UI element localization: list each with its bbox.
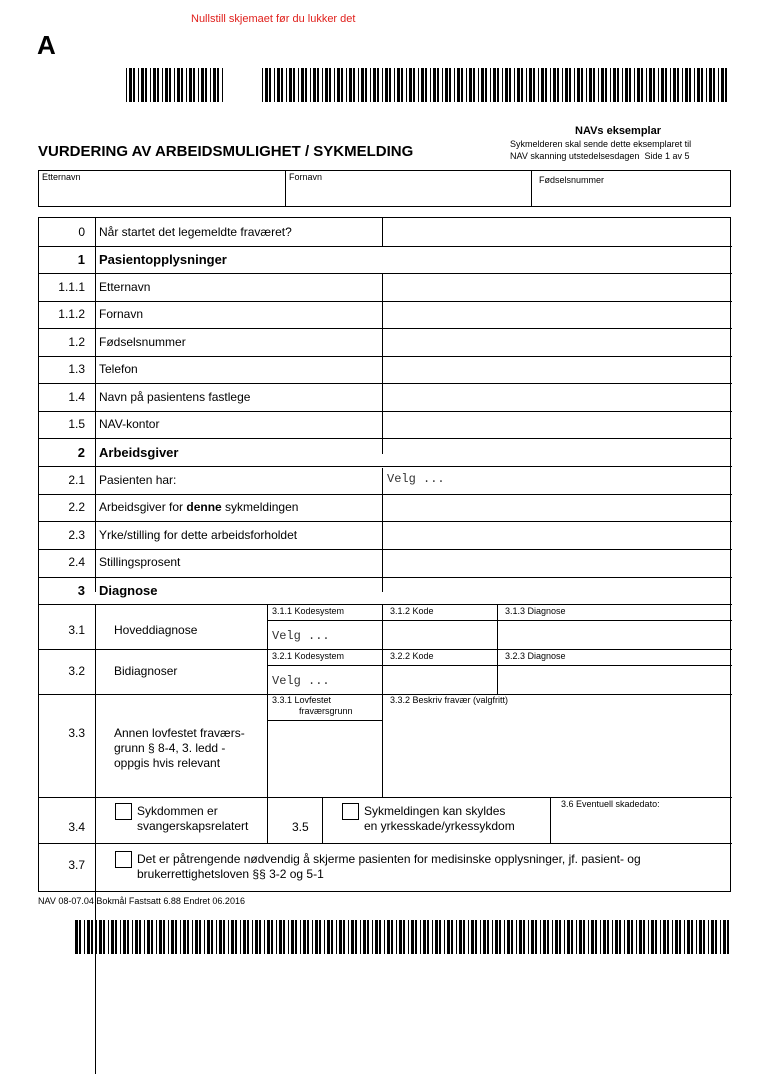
- employer-type-label: Pasienten har:: [99, 473, 177, 487]
- shield-patient-checkbox[interactable]: [115, 851, 132, 868]
- other-reason-label-1: Annen lovfestet fraværs-: [114, 726, 245, 740]
- bidiag-text-input[interactable]: [499, 667, 730, 692]
- patient-ssn-input[interactable]: [385, 330, 729, 354]
- bidiag-code-system-label: 3.2.1 Kodesystem: [272, 651, 345, 661]
- occupational-injury-label-1: Sykmeldingen kan skyldes: [364, 804, 506, 818]
- bidiag-code-input[interactable]: [384, 667, 496, 692]
- row-number: 3.4: [68, 820, 85, 834]
- row-number: 1.4: [68, 390, 85, 404]
- row-number: 1.5: [68, 417, 85, 431]
- injury-date-label: 3.6 Eventuell skadedato:: [561, 799, 660, 809]
- reset-form-link[interactable]: Nullstill skjemaet før du lukker det: [191, 13, 356, 25]
- patient-phone-label: Telefon: [99, 362, 138, 376]
- page-title: VURDERING AV ARBEIDSMULIGHET / SYKMELDING: [38, 143, 414, 160]
- occupational-injury-checkbox[interactable]: [342, 803, 359, 820]
- copy-note: [510, 138, 735, 162]
- copy-note-line1: Sykmelderen skal sende dette eksemplaret til: [510, 139, 692, 149]
- copy-note-line2: NAV skanning utstedelsesdagen Side 1 av 5: [510, 151, 690, 161]
- section-number: 3: [77, 583, 85, 598]
- nav-office-input[interactable]: [385, 413, 729, 437]
- main-diagnosis-label: Hoveddiagnose: [114, 623, 198, 637]
- pregnancy-related-label-1: Sykdommen er: [137, 804, 218, 818]
- employer-label: Arbeidsgiver for denne sykmeldingen: [99, 500, 299, 514]
- row-number: 3.5: [292, 820, 309, 834]
- diag-code-label: 3.1.2 Kode: [390, 606, 434, 616]
- section-number: 1: [77, 252, 85, 267]
- employment-percent-label: Stillingsprosent: [99, 555, 181, 569]
- occupation-label: Yrke/stilling for dette arbeidsforholdet: [99, 528, 298, 542]
- absence-start-label: Når startet det legemeldte fraværet?: [99, 225, 292, 239]
- id-etternavn-label: Etternavn: [42, 172, 81, 182]
- employer-type-select-value[interactable]: Velg ...: [387, 472, 445, 486]
- row-number: 2.3: [68, 528, 85, 542]
- patient-lastname-label: Etternavn: [99, 280, 151, 294]
- row-number: 2.2: [68, 500, 85, 514]
- row-number: 2.1: [68, 473, 85, 487]
- row-number: 3.2: [68, 664, 85, 678]
- occupation-input[interactable]: [385, 523, 729, 547]
- absence-start-input[interactable]: [385, 220, 729, 244]
- barcode-top-left: [126, 68, 226, 102]
- main-diag-code-input[interactable]: [384, 622, 496, 647]
- form-letter: A: [37, 30, 56, 60]
- pregnancy-related-checkbox[interactable]: [115, 803, 132, 820]
- absence-description-input[interactable]: [384, 708, 730, 795]
- pregnancy-related-label-2: svangerskapsrelatert: [137, 819, 249, 833]
- patient-id-header: [38, 170, 731, 207]
- statutory-reason-label: 3.3.1 Lovfestet: [272, 695, 332, 705]
- patient-ssn-label: Fødselsnummer: [99, 335, 186, 349]
- patient-lastname-input[interactable]: [385, 275, 729, 299]
- row-number: 1.1.2: [58, 307, 85, 321]
- row-number: 3.7: [68, 858, 85, 872]
- row-number: 1.2: [68, 335, 85, 349]
- section-employer-heading: Arbeidsgiver: [99, 445, 179, 460]
- copy-title: NAVs eksemplar: [575, 125, 662, 137]
- statutory-reason-label-2: fraværsgrunn: [299, 706, 353, 716]
- row-number: 0: [78, 225, 85, 239]
- section-number: 2: [77, 445, 85, 460]
- patient-phone-input[interactable]: [385, 358, 729, 382]
- row-number: 3.3: [68, 726, 85, 740]
- form-footer: NAV 08-07.04 Bokmål Fastsatt 6.88 Endret 06.2016: [38, 896, 245, 906]
- employer-input[interactable]: [385, 496, 729, 520]
- main-form: [38, 217, 731, 892]
- diag-code-system-label: 3.1.1 Kodesystem: [272, 606, 345, 616]
- row-number: 2.4: [68, 555, 85, 569]
- row-number: 3.1: [68, 623, 85, 637]
- page-info: Side 1 av 5: [644, 151, 690, 161]
- bidiag-diagnosis-label: 3.2.3 Diagnose: [505, 651, 566, 661]
- barcode-top-right: [262, 68, 732, 102]
- patient-firstname-input[interactable]: [385, 303, 729, 327]
- id-fornavn-label: Fornavn: [289, 172, 323, 182]
- injury-date-input[interactable]: [552, 812, 730, 841]
- row-number: 1.1.1: [58, 280, 85, 294]
- employment-percent-input[interactable]: [385, 551, 729, 575]
- section-diagnosis-heading: Diagnose: [99, 583, 158, 598]
- bidiag-code-label: 3.2.2 Kode: [390, 651, 434, 661]
- shield-patient-label-1: Det er påtrengende nødvendig å skjerme pasienten for medisinske opplysninger, jf. pasient- og: [137, 852, 641, 866]
- other-reason-label-2: grunn § 8-4, 3. ledd -: [114, 741, 226, 755]
- bidiagnoses-label: Bidiagnoser: [114, 664, 178, 678]
- main-diag-code-system-select[interactable]: Velg ...: [272, 629, 330, 643]
- row-number: 1.3: [68, 362, 85, 376]
- barcode-bottom: [75, 920, 732, 954]
- statutory-reason-select[interactable]: [269, 722, 381, 795]
- nav-office-label: NAV-kontor: [99, 417, 160, 431]
- shield-patient-label-2: brukerrettighetsloven §§ 3-2 og 5-1: [137, 867, 324, 881]
- id-fodselsnummer-label: Fødselsnummer: [539, 175, 605, 185]
- absence-description-label: 3.3.2 Beskriv fravær (valgfritt): [390, 695, 509, 705]
- patient-firstname-label: Fornavn: [99, 307, 144, 321]
- occupational-injury-label-2: en yrkesskade/yrkessykdom: [364, 819, 515, 833]
- gp-name-label: Navn på pasientens fastlege: [99, 390, 251, 404]
- section-patient-heading: Pasientopplysninger: [99, 252, 227, 267]
- other-reason-label-3: oppgis hvis relevant: [114, 756, 221, 770]
- bidiag-code-system-select[interactable]: Velg ...: [272, 674, 330, 688]
- main-diag-text-input[interactable]: [499, 622, 730, 647]
- diag-diagnosis-label: 3.1.3 Diagnose: [505, 606, 566, 616]
- gp-name-input[interactable]: [385, 385, 729, 409]
